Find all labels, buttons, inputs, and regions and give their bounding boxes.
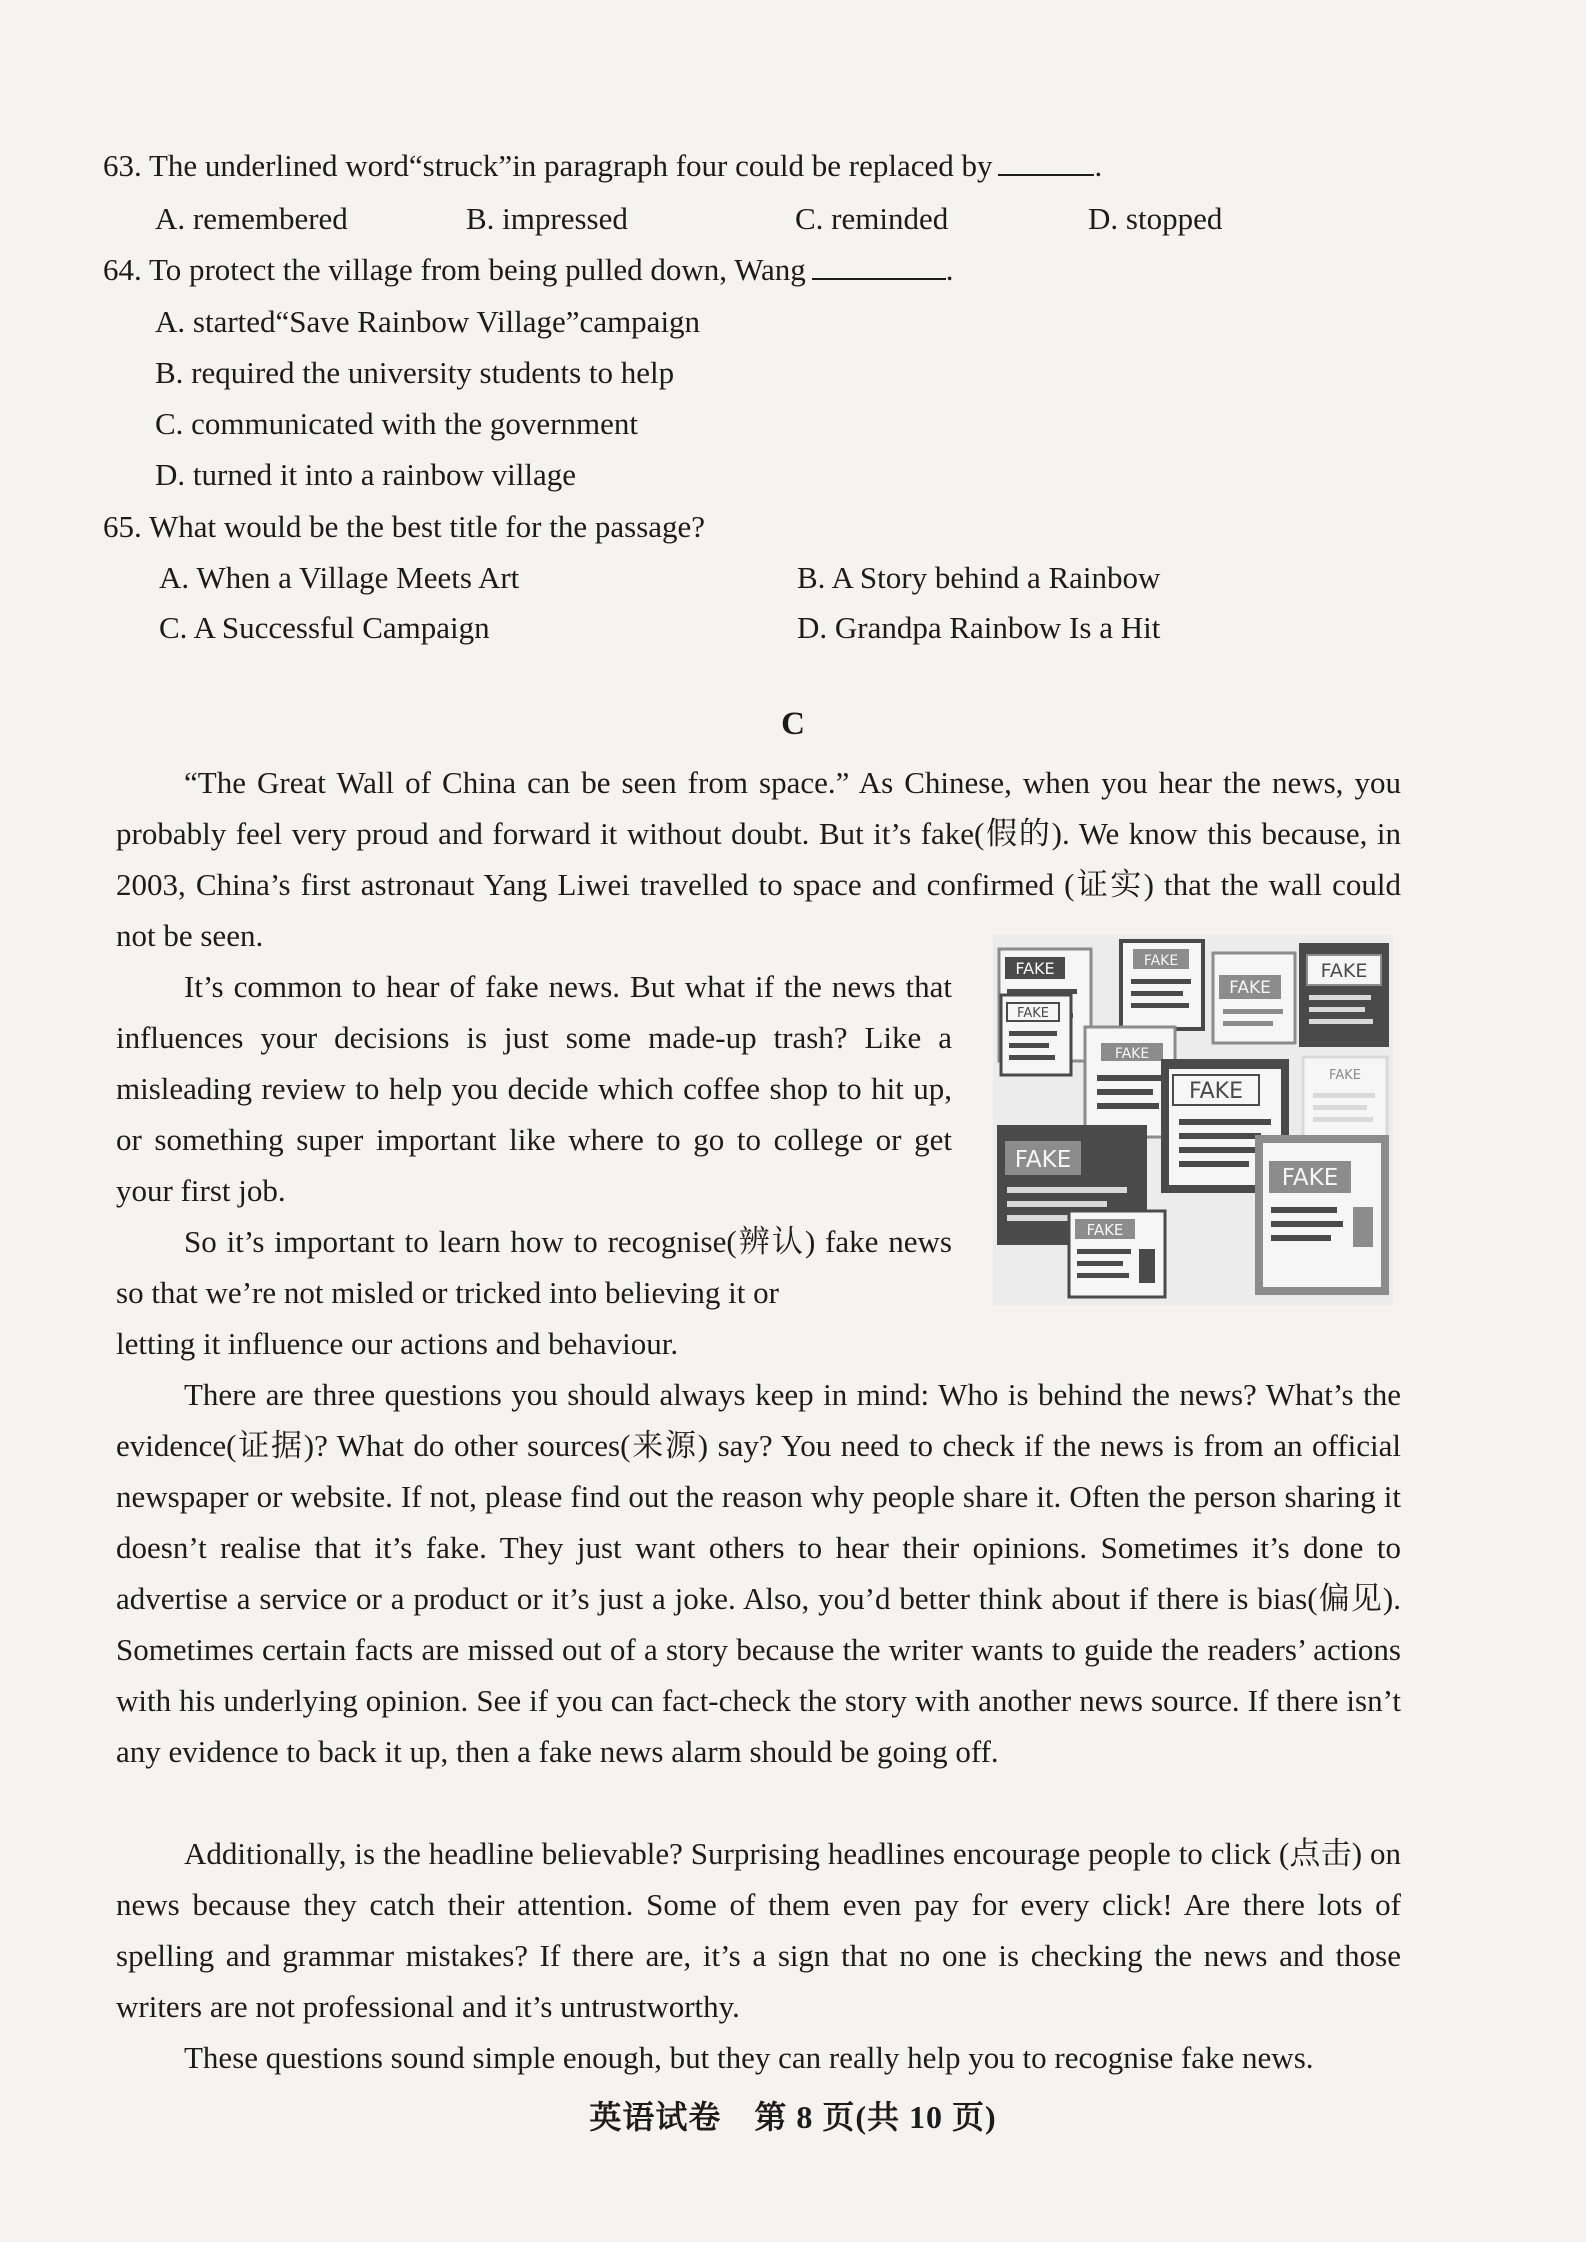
q64-option-d: D. turned it into a rainbow village [155, 457, 576, 492]
question-63-text: 63. The underlined word“struck”in paragraph four could be replaced by [103, 148, 993, 183]
fake-label: FAKE [1114, 1046, 1150, 1062]
fake-label: FAKE [1329, 1068, 1361, 1083]
fake-document [1001, 995, 1071, 1075]
q63-option-c: C. reminded [795, 201, 949, 236]
fake-label: FAKE [1281, 1165, 1339, 1191]
question-64-text: 64. To protect the village from being pulled down, Wang [103, 252, 806, 287]
fake-label: FAKE [1015, 959, 1055, 978]
section-heading: C [781, 706, 805, 742]
q65-option-c: C. A Successful Campaign [159, 610, 490, 645]
fake-document [1299, 943, 1389, 1047]
fake-document [1255, 1135, 1389, 1295]
question-suffix: . [945, 252, 954, 287]
q64-option-c: C. communicated with the government [155, 406, 638, 441]
passage-paragraph-3-end: letting it influence our actions and behaviour. [116, 1326, 679, 1361]
page-footer: 英语试卷 第 8 页(共 10 页) [589, 2099, 997, 2135]
fake-label: FAKE [1320, 960, 1368, 982]
fake-label: FAKE [1086, 1221, 1124, 1239]
q63-option-b: B. impressed [466, 201, 628, 236]
question-63-stem [103, 146, 1102, 186]
q65-option-b: B. A Story behind a Rainbow [797, 560, 1161, 595]
passage-paragraph-1: “The Great Wall of China can be seen from space.” As Chinese, when you hear the news, you probably feel very proud and forward it without doubt. But it’s fake(假的). We know this because, in 2003, China’s first astronaut Yang Liwei travelled to space and confirmed (证实) that the wall could not be seen. [116, 765, 1401, 953]
q65-option-a: A. When a Village Meets Art [159, 560, 520, 595]
q63-option-a: A. remembered [155, 201, 348, 236]
q65-option-d: D. Grandpa Rainbow Is a Hit [797, 610, 1161, 645]
fake-label: FAKE [1014, 1147, 1072, 1173]
fake-label: FAKE [1229, 978, 1271, 998]
answer-blank [998, 148, 1094, 176]
passage-paragraph-5: Additionally, is the headline believable? Surprising headlines encourage people to click (点击) on news because they catch their attention. Some of them even pay for every click! Are there lots of spelling and grammar mistakes? If there are, it’s a sign that no one is checking the news and those writers are not professional and it’s untrustworthy. [116, 1836, 1401, 2024]
question-64-stem [103, 250, 954, 290]
fake-label: FAKE [1143, 953, 1179, 969]
answer-blank [812, 252, 946, 280]
q64-option-b: B. required the university students to help [155, 355, 675, 390]
q63-option-d: D. stopped [1088, 201, 1223, 236]
passage-paragraph-2: It’s common to hear of fake news. But what if the news that influences your decisions is just some made-up trash? Like a misleading review to help you decide which coffee shop to hit up, or something super important like where to go to college or get your first job. [116, 969, 952, 1208]
passage-paragraph-6: These questions sound simple enough, but they can really help you to recognise fake news. [184, 2040, 1314, 2075]
question-suffix: . [1094, 148, 1103, 183]
fake-document [1121, 941, 1203, 1029]
fake-news-illustration [993, 935, 1393, 1305]
question-65-stem: 65. What would be the best title for the passage? [103, 509, 706, 544]
fake-document [1069, 1211, 1165, 1297]
passage-paragraph-4: There are three questions you should always keep in mind: Who is behind the news? What’s the evidence(证据)? What do other sources(来源) say? You need to check if the news is from an official newspaper or website. If not, please find out the reason why people share it. Often the person sharing it doesn’t realise that it’s fake. They just want others to hear their opinions. Sometimes it’s done to advertise a service or a product or it’s just a joke. Also, you’d better think about if there is bias(偏见). Sometimes certain facts are missed out of a story because the writer wants to guide the readers’ actions with his underlying opinion. See if you can fact-check the story with another news source. If there isn’t any evidence to back it up, then a fake news alarm should be going off. [116, 1377, 1401, 1769]
q64-option-a: A. started“Save Rainbow Village”campaign [155, 304, 701, 339]
fake-label: FAKE [1017, 1006, 1049, 1021]
fake-label: FAKE [1188, 1079, 1244, 1104]
passage-paragraph-3: So it’s important to learn how to recognise(辨认) fake news so that we’re not misled or tricked into believing it or [116, 1224, 952, 1310]
fake-document [1213, 953, 1295, 1043]
